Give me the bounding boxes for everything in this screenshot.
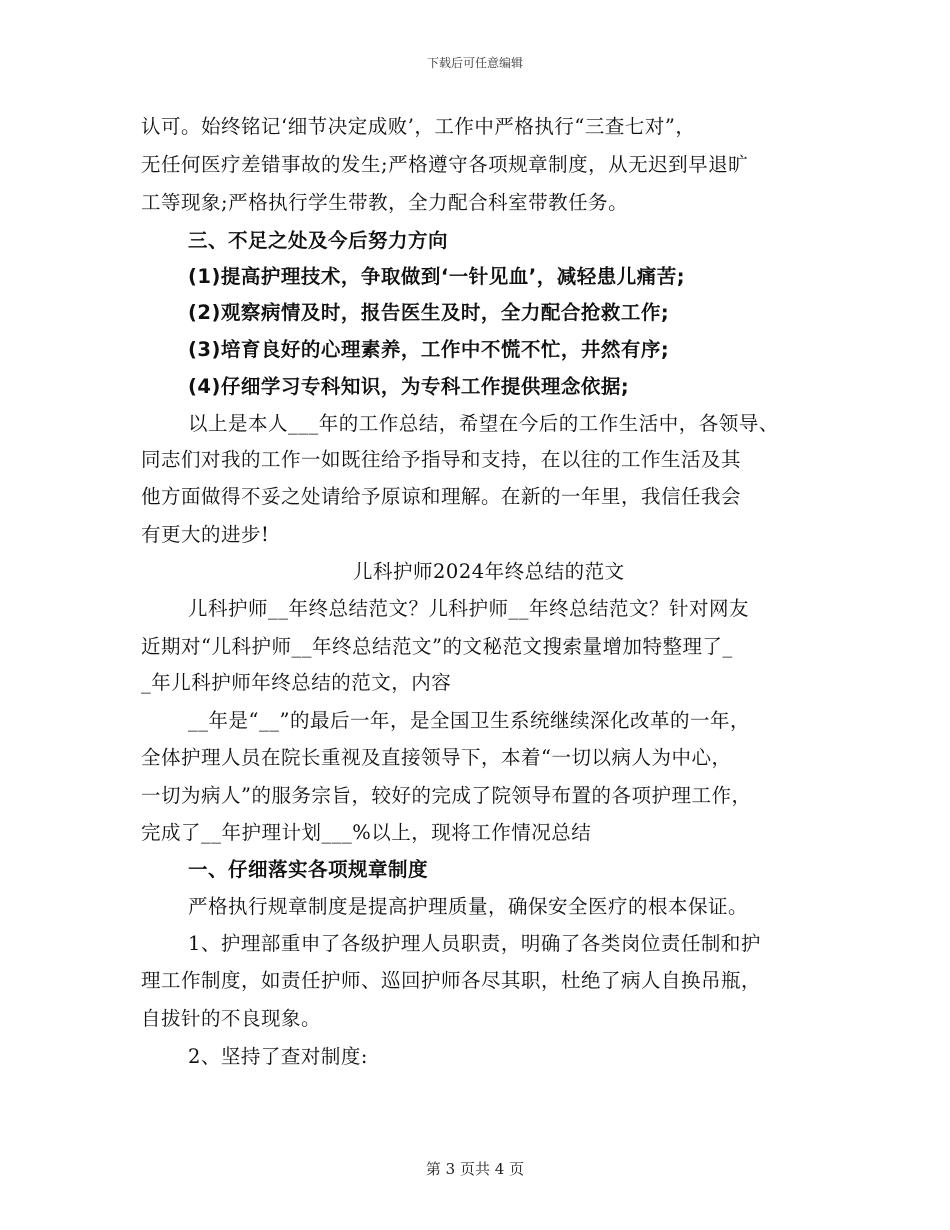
- paragraph-line: 自拔针的不良现象。: [141, 1007, 322, 1030]
- paragraph-line: 儿科护师__年终总结范文？儿科护师__年终总结范文？针对网友: [188, 597, 750, 620]
- paragraph-line: 2、坚持了查对制度:: [188, 1045, 368, 1068]
- list-item: (1)提高护理技术，争取做到‘一针见血’，减轻患儿痛苦;: [188, 265, 686, 288]
- page-footer: 第 3 页共 4 页: [425, 1160, 525, 1178]
- article-title: 儿科护师2024年终总结的范文: [353, 560, 625, 583]
- paragraph-line: 完成了__年护理计划___%以上，现将工作情况总结: [141, 821, 592, 844]
- paragraph-line: 一切为病人”的服务宗旨，较好的完成了院领导布置的各项护理工作，: [141, 784, 752, 807]
- paragraph-line: 全体护理人员在院长重视及直接领导下，本着“一切以病人为中心，: [141, 746, 732, 769]
- list-item: (4)仔细学习专科知识，为专科工作提供理念依据;: [188, 375, 630, 398]
- list-item: (3)培育良好的心理素养，工作中不慌不忙，井然有序;: [188, 338, 670, 361]
- paragraph-line: 理工作制度，如责任护师、巡回护师各尽其职，杜绝了病人自换吊瓶，: [141, 969, 762, 992]
- paragraph-line: 有更大的进步!: [141, 523, 270, 546]
- paragraph-line: 严格执行规章制度是提高护理质量，确保安全医疗的根本保证。: [188, 895, 749, 918]
- paragraph-line: 以上是本人___年的工作总结，希望在今后的工作生活中，各领导、: [188, 412, 779, 435]
- section-heading: 三、不足之处及今后努力方向: [188, 229, 449, 252]
- paragraph-line: 1、护理部重申了各级护理人员职责，明确了各类岗位责任制和护: [188, 932, 761, 955]
- paragraph-line: 近期对“儿科护师__年终总结范文”的文秘范文搜索量增加特整理了_: [141, 635, 733, 658]
- paragraph-line: 认可。始终铭记‘细节决定成败’，工作中严格执行“三查七对”，: [141, 115, 696, 138]
- paragraph-line: _年儿科护师年终总结的范文，内容: [141, 671, 452, 694]
- paragraph-line: 同志们对我的工作一如既往给予指导和支持，在以往的工作生活及其: [141, 448, 742, 471]
- paragraph-line: 他方面做得不妥之处请给予原谅和理解。在新的一年里，我信任我会: [141, 485, 742, 508]
- paragraph-line: 工等现象;严格执行学生带教，全力配合科室带教任务。: [141, 191, 629, 214]
- section-heading: 一、仔细落实各项规章制度: [188, 858, 429, 881]
- paragraph-line: __年是“__”的最后一年，是全国卫生系统继续深化改革的一年，: [188, 709, 750, 732]
- page-header: 下载后可任意编辑: [426, 56, 523, 70]
- list-item: (2)观察病情及时，报告医生及时，全力配合抢救工作;: [188, 301, 670, 324]
- paragraph-line: 无任何医疗差错事故的发生;严格遵守各项规章制度，从无迟到早退旷: [141, 153, 749, 176]
